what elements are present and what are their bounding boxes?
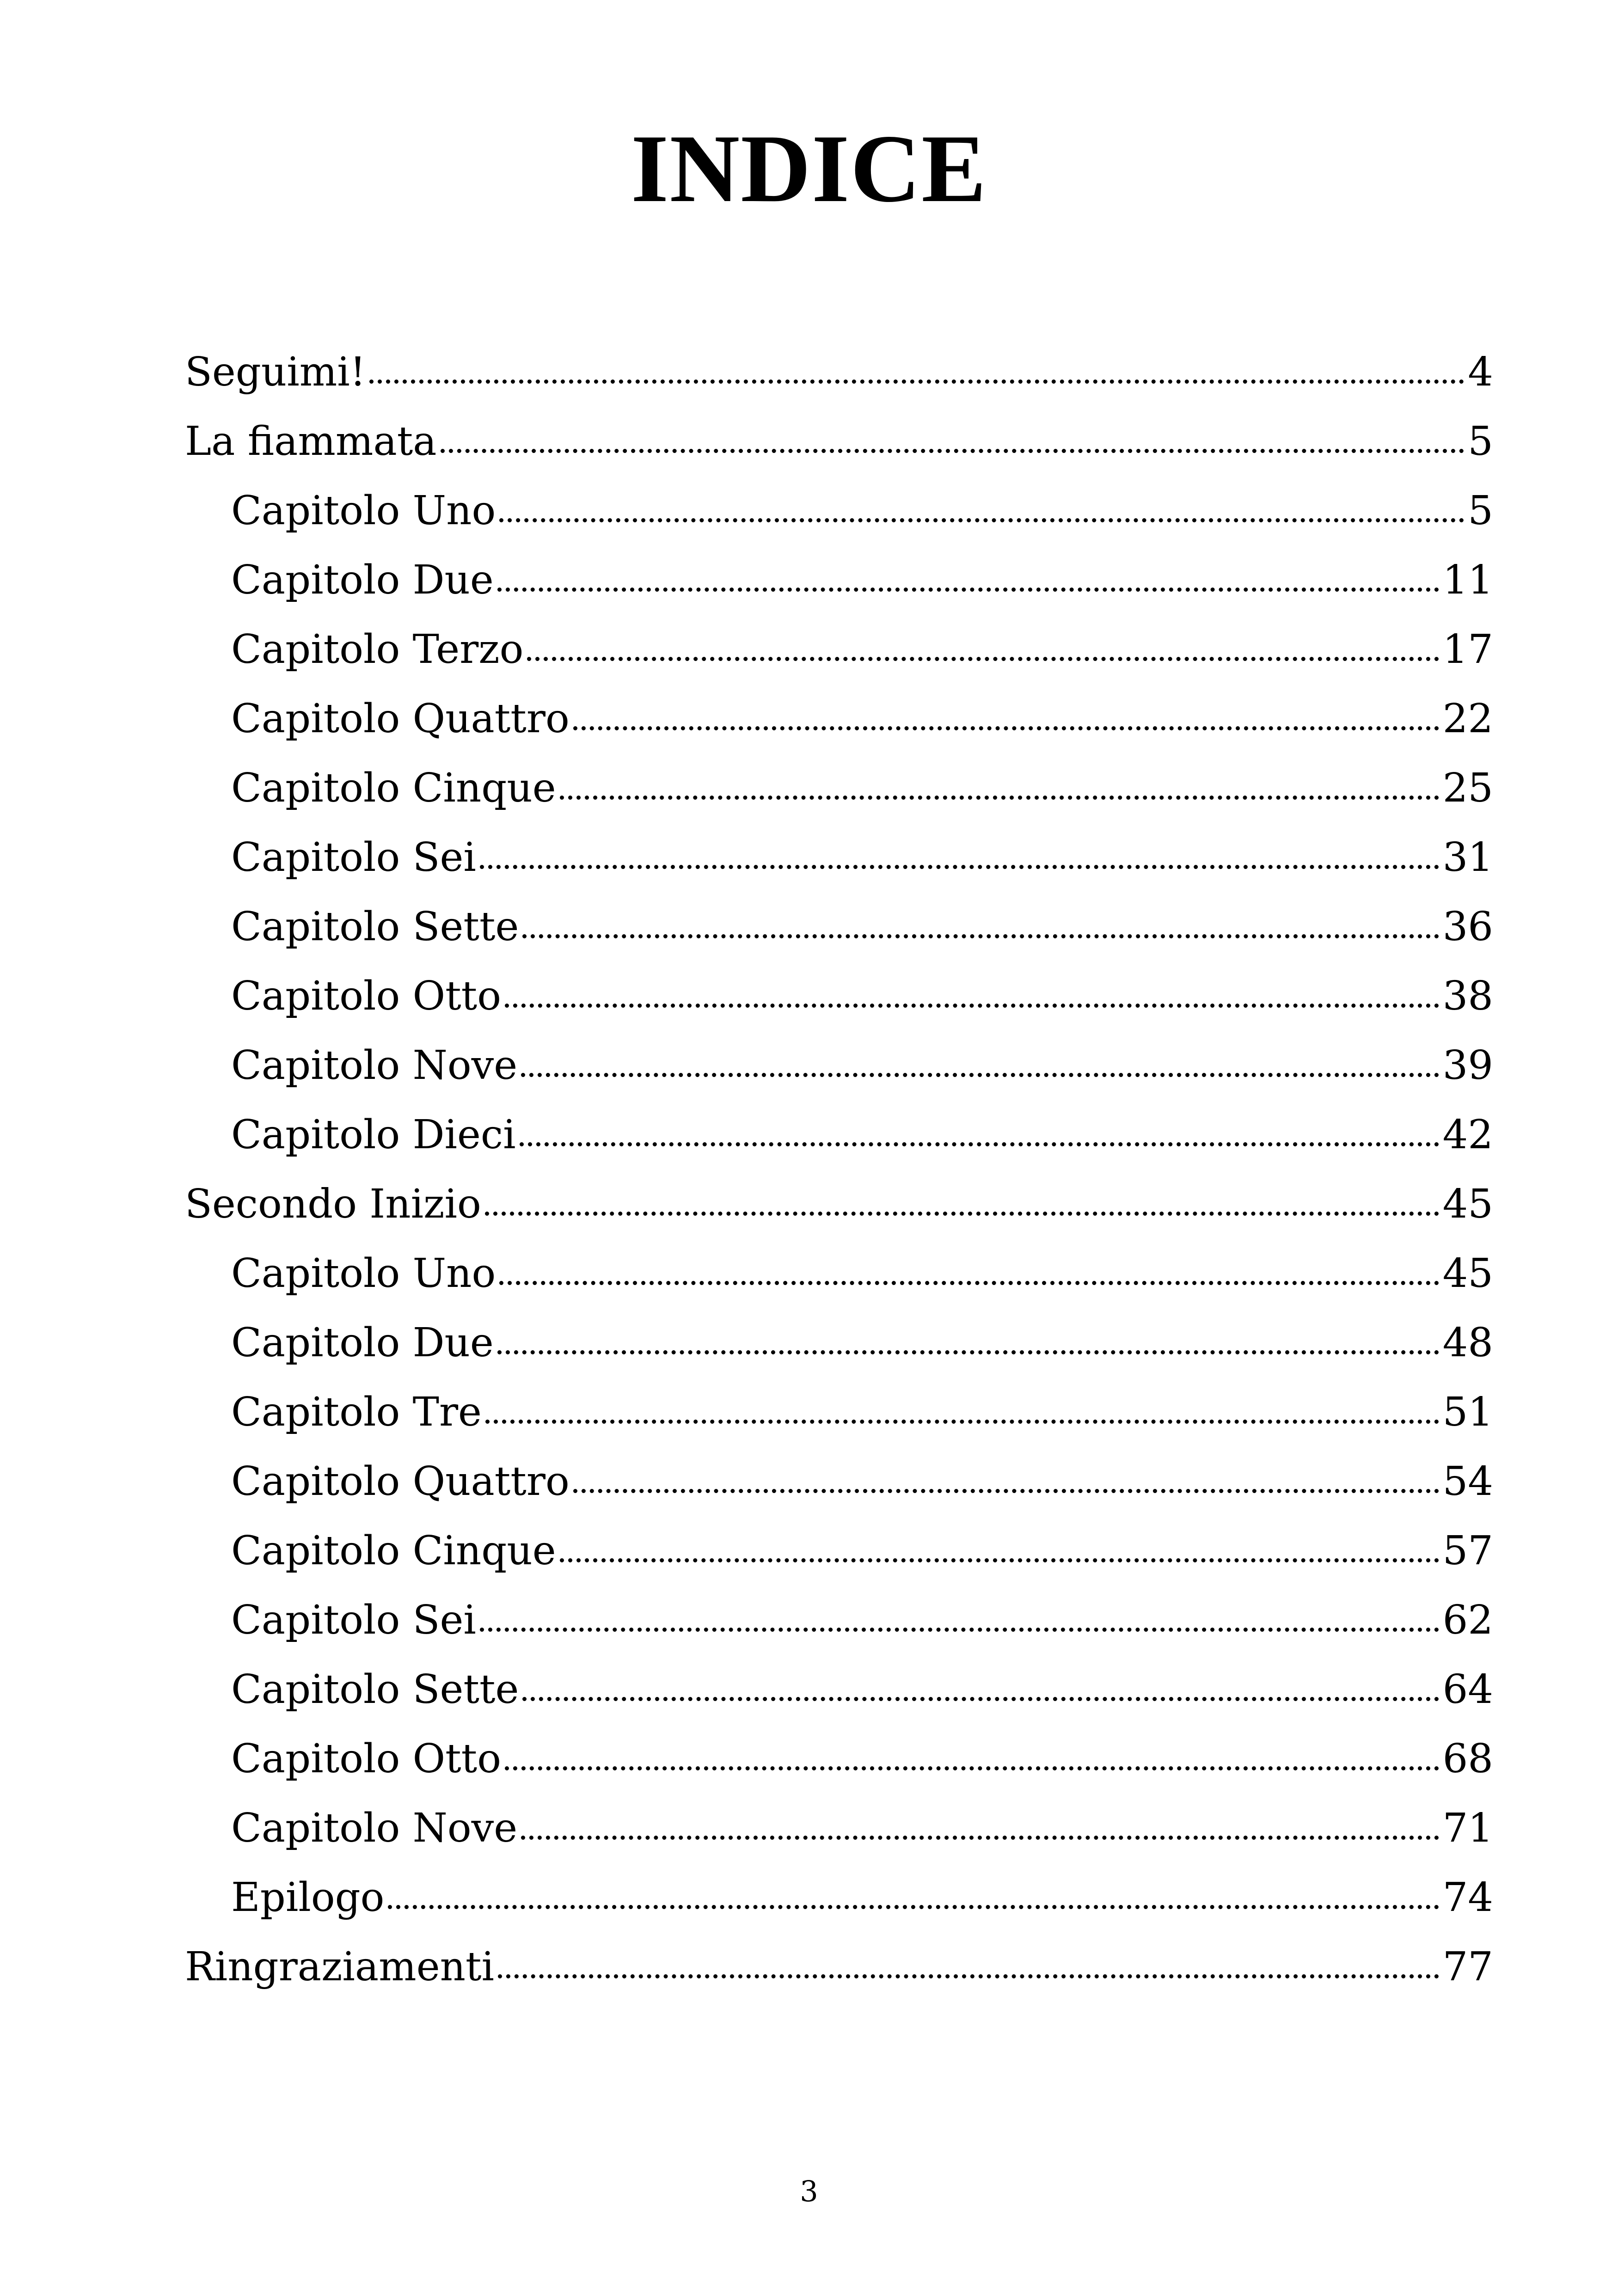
dot-leader [520,1142,1439,1146]
toc-entry-label: Capitolo Sette [231,1666,519,1713]
toc-entry-label: Capitolo Due [231,1320,494,1366]
toc-entry-label: Seguimi! [185,349,366,395]
toc-entry-page: 51 [1442,1389,1493,1435]
toc-entry[interactable] [185,1932,1493,2002]
dot-leader [485,1212,1439,1216]
toc-entry-label: Capitolo Sette [231,904,519,950]
toc-entry[interactable] [185,961,1493,1031]
toc-entry-page: 31 [1442,834,1493,881]
dot-leader [527,657,1439,661]
toc-entry-page: 48 [1442,1320,1493,1366]
toc-entry-label: Capitolo Otto [231,1736,501,1782]
toc-entry[interactable] [185,1863,1493,1932]
toc-entry[interactable] [185,1447,1493,1516]
dot-leader [573,1489,1439,1493]
dot-leader [573,726,1439,730]
page-number: 3 [800,2174,818,2208]
toc-entry-label: Epilogo [231,1874,385,1921]
toc-entry[interactable] [185,407,1493,476]
toc-entry-label: Capitolo Otto [231,973,501,1019]
toc-entry[interactable] [185,753,1493,823]
toc-entry-page: 45 [1442,1181,1493,1227]
dot-leader [480,1628,1439,1632]
dot-leader [498,1974,1439,1978]
toc-entry[interactable] [185,892,1493,961]
toc-entry-page: 74 [1442,1874,1493,1921]
dot-leader [521,1836,1439,1840]
toc-entry-label: Capitolo Sei [231,834,476,881]
toc-entry-label: Capitolo Quattro [231,696,570,742]
toc-entry-label: La fiammata [185,418,437,465]
dot-leader [560,796,1439,800]
toc-entry[interactable] [185,1239,1493,1308]
toc-entry[interactable] [185,1516,1493,1586]
dot-leader [522,934,1439,938]
toc-entry[interactable] [185,476,1493,545]
toc-entry-page: 25 [1442,765,1493,811]
toc-entry[interactable] [185,615,1493,684]
toc-entry-page: 5 [1468,418,1493,465]
toc-entry-label: Ringraziamenti [185,1944,495,1990]
toc-entry-label: Capitolo Quattro [231,1458,570,1505]
toc-entry[interactable] [185,1308,1493,1378]
toc-entry-label: Capitolo Sei [231,1597,476,1643]
dot-leader [499,1281,1439,1285]
dot-leader [499,518,1464,522]
toc-entry-label: Capitolo Nove [231,1805,518,1851]
toc-entry-page: 62 [1442,1597,1493,1643]
toc-entry-page: 54 [1442,1458,1493,1505]
toc-entry-page: 42 [1442,1112,1493,1158]
toc-entry-page: 39 [1442,1042,1493,1089]
dot-leader [522,1697,1439,1701]
toc-entry-page: 64 [1442,1666,1493,1713]
toc-entry-page: 4 [1468,349,1493,395]
toc-entry-label: Secondo Inizio [185,1181,481,1227]
toc-entry[interactable] [185,1724,1493,1794]
toc-entry-page: 17 [1442,626,1493,673]
toc-entry[interactable] [185,1031,1493,1100]
toc-entry-page: 22 [1442,696,1493,742]
toc-entry-label: Capitolo Cinque [231,1528,556,1574]
dot-leader [560,1558,1439,1562]
toc-entry[interactable] [185,337,1493,407]
dot-leader [369,380,1464,384]
dot-leader [485,1420,1439,1424]
toc-entry[interactable] [185,545,1493,615]
table-of-contents [185,337,1493,2002]
toc-entry[interactable] [185,1169,1493,1239]
toc-entry[interactable] [185,1655,1493,1724]
toc-entry-label: Capitolo Tre [231,1389,482,1435]
toc-entry-label: Capitolo Uno [231,488,496,534]
toc-entry-label: Capitolo Terzo [231,626,524,673]
toc-entry-label: Capitolo Cinque [231,765,556,811]
dot-leader [497,588,1439,592]
page-title: INDICE [631,115,987,222]
toc-entry[interactable] [185,823,1493,892]
toc-entry[interactable] [185,1794,1493,1863]
toc-entry-label: Capitolo Nove [231,1042,518,1089]
toc-entry[interactable] [185,1378,1493,1447]
dot-leader [480,865,1439,869]
toc-entry-page: 68 [1442,1736,1493,1782]
toc-entry-label: Capitolo Uno [231,1250,496,1297]
dot-leader [497,1350,1439,1354]
toc-entry-page: 71 [1442,1805,1493,1851]
toc-entry-page: 38 [1442,973,1493,1019]
toc-entry[interactable] [185,1586,1493,1655]
toc-entry-page: 5 [1468,488,1493,534]
toc-entry-page: 36 [1442,904,1493,950]
toc-entry-page: 77 [1442,1944,1493,1990]
toc-entry[interactable] [185,1100,1493,1169]
toc-entry[interactable] [185,684,1493,753]
toc-entry-page: 11 [1442,557,1493,603]
dot-leader [521,1073,1439,1077]
dot-leader [388,1905,1439,1909]
dot-leader [505,1004,1439,1008]
toc-entry-label: Capitolo Due [231,557,494,603]
toc-entry-label: Capitolo Dieci [231,1112,516,1158]
toc-entry-page: 57 [1442,1528,1493,1574]
dot-leader [441,449,1465,453]
toc-entry-page: 45 [1442,1250,1493,1297]
dot-leader [505,1766,1439,1770]
